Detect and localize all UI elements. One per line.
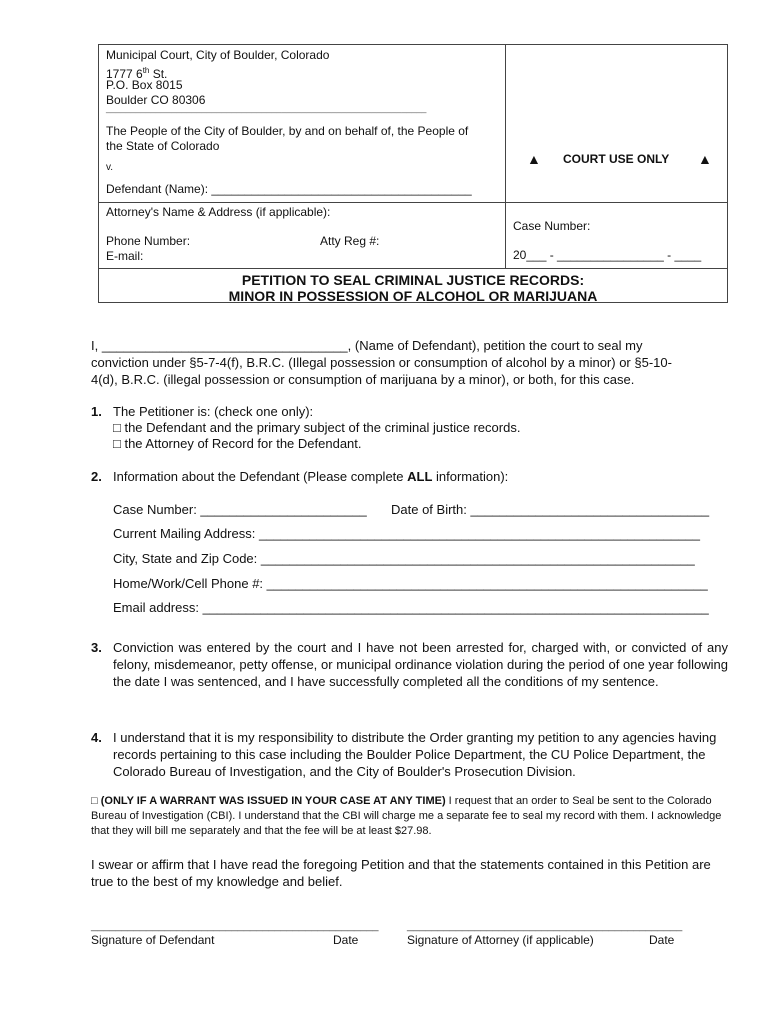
defendant-dob-field[interactable]: Date of Birth: _________________________________	[391, 502, 710, 517]
court-street-name: St.	[149, 67, 168, 81]
court-po-box: P.O. Box 8015	[106, 78, 183, 92]
warrant-request	[91, 794, 723, 839]
affirmation-text: I swear or affirm that I have read the foregoing Petition and that the statements contained in this Petition are true to the best of my knowledge and belief.	[91, 857, 711, 889]
item-3-number: 3.	[91, 640, 102, 655]
caption-separator: ________________________________________________________________	[106, 103, 427, 113]
case-number-field[interactable]: 20___ - ________________ - ____	[513, 248, 702, 262]
court-use-only-label: COURT USE ONLY	[563, 152, 670, 166]
item-2-text-all: ALL	[407, 469, 433, 484]
caption-divider-vertical	[505, 44, 506, 268]
item-2-text	[113, 468, 508, 485]
caption-divider-title	[98, 268, 728, 269]
item-1-number: 1.	[91, 404, 102, 419]
versus-label: v.	[106, 162, 114, 173]
defendant-mailing-address-field[interactable]: Current Mailing Address: _____________________________________________________________	[113, 526, 700, 541]
attorney-phone[interactable]: Phone Number:	[106, 234, 191, 248]
defendant-date-label: Date	[333, 933, 359, 947]
court-name: Municipal Court, City of Boulder, Colorado	[106, 48, 330, 62]
triangle-left-icon: ▲	[527, 151, 541, 167]
defendant-phone-field[interactable]: Home/Work/Cell Phone #: _____________________________________________________________	[113, 576, 708, 591]
defendant-case-number-field[interactable]: Case Number: _______________________	[113, 502, 367, 517]
warrant-checkbox[interactable]: □	[91, 795, 98, 807]
triangle-right-icon: ▲	[698, 151, 712, 167]
intro-line-1: I, __________________________________, (Name of Defendant), petition the court to seal my	[91, 338, 643, 353]
people-line-2: the State of Colorado	[106, 139, 220, 153]
case-number-label: Case Number:	[513, 219, 591, 233]
court-street-suffix: th	[142, 66, 150, 75]
defendant-city-state-zip-field[interactable]: City, State and Zip Code: ____________________________________________________________	[113, 551, 695, 566]
document-title-line-1: PETITION TO SEAL CRIMINAL JUSTICE RECORDS:	[241, 272, 585, 288]
attorney-name-address[interactable]: Attorney's Name & Address (if applicable):	[106, 205, 331, 219]
court-street-number: 1777 6	[106, 67, 143, 81]
item-4-number: 4.	[91, 730, 102, 745]
defendant-email-field[interactable]: Email address: ______________________________________________________________________	[113, 600, 709, 615]
caption-box	[98, 44, 728, 303]
intro-line-3: 4(d), B.R.C. (illegal possession or consumption of marijuana by a minor), or both, for this case.	[91, 372, 635, 387]
item-1-text: The Petitioner is: (check one only):	[113, 404, 314, 419]
court-city: Boulder CO 80306	[106, 93, 206, 107]
defendant-signature-line[interactable]: _______________________________________________	[91, 920, 379, 932]
intro-line-2: conviction under §5-7-4(f), B.R.C. (Illegal possession or consumption of alcohol by a minor) or §5-10-	[91, 355, 672, 370]
item-4-text: I understand that it is my responsibility to distribute the Order granting my petition to any agencies having records pertaining to this case including the Boulder Police Department, the CU Police Department, the Colorado Bureau of Investigation, and the City of Boulder's Prosecution Division.	[113, 730, 717, 779]
defendant-name-field[interactable]: Defendant (Name): _______________________________________	[106, 182, 472, 196]
attorney-email[interactable]: E-mail:	[106, 249, 144, 263]
caption-divider-attorney	[98, 202, 728, 203]
checkbox-attorney[interactable]: □ the Attorney of Record for the Defendant.	[113, 436, 362, 451]
warrant-heading: (ONLY IF A WARRANT WAS ISSUED IN YOUR CASE AT ANY TIME)	[100, 795, 446, 807]
item-2-text-post: information):	[432, 469, 509, 484]
attorney-signature-label: Signature of Attorney (if applicable)	[407, 933, 594, 947]
attorney-signature-line[interactable]: _____________________________________________	[407, 920, 683, 932]
warrant-text: I request that an order to Seal be sent to the Colorado Bureau of Investigation (CBI). I understand that the CBI will charge me a separate fee to seal my record with them. I acknowledge that they will bill me separately and that the fee will be at least $27.98.	[91, 795, 722, 837]
attorney-date-label: Date	[649, 933, 675, 947]
item-3-text: Conviction was entered by the court and I have not been arrested for, charged with, or convicted of any felony, misdemeanor, petty offense, or municipal ordinance violation during the period of one year following the date I was sentenced, and I have successfully completed all the conditions of my sentence.	[113, 640, 728, 689]
item-2-text-pre: Information about the Defendant (Please complete	[113, 469, 408, 484]
people-line-1: The People of the City of Boulder, by and on behalf of, the People of	[106, 124, 469, 138]
defendant-signature-label: Signature of Defendant	[91, 933, 215, 947]
attorney-reg-number[interactable]: Atty Reg #:	[320, 234, 380, 248]
document-title-line-2: MINOR IN POSSESSION OF ALCOHOL OR MARIJUANA	[228, 288, 598, 304]
checkbox-defendant[interactable]: □ the Defendant and the primary subject of the criminal justice records.	[113, 420, 521, 435]
item-2-number: 2.	[91, 469, 102, 484]
